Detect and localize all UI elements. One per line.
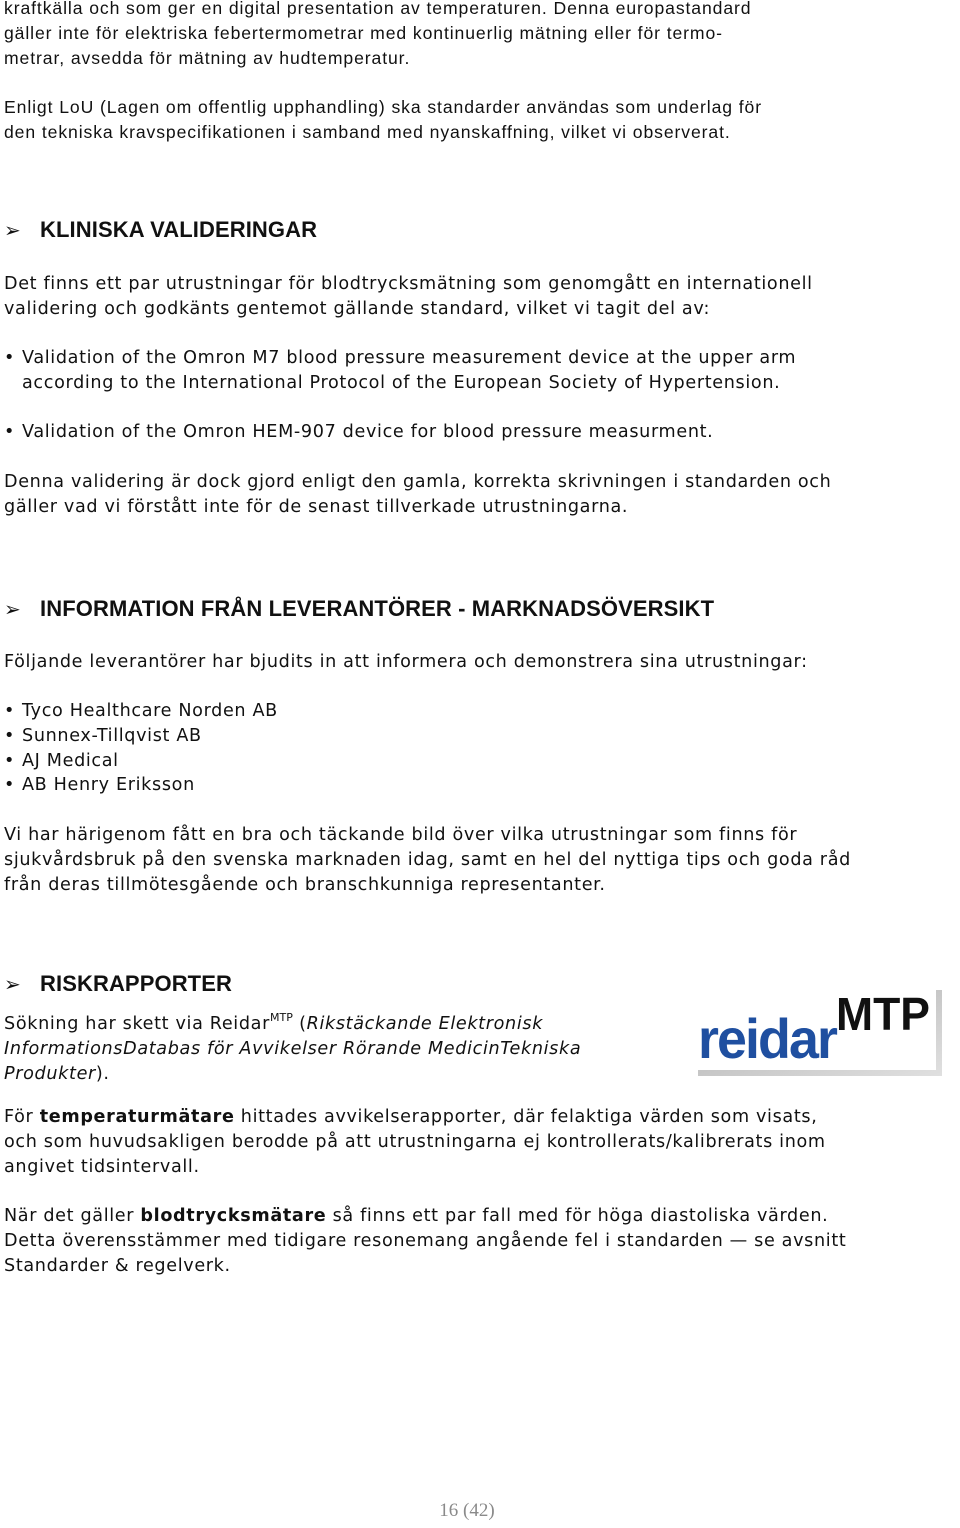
bullet-icon: • (4, 750, 16, 771)
kliniska-outro: Denna validering är dock gjord enligt den gamla, korrekta skrivningen i standarden och gäller vad vi förstått inte för de senast tillverkade utrustningarna. (4, 472, 832, 517)
kliniska-intro: Det finns ett par utrustningar för blodtrycksmätning som genomgått en internationell validering och godkänts gentemot gällande standard, vilket vi tagit del av: (4, 274, 813, 319)
validation-list (4, 346, 924, 445)
list-item: • AB Henry Eriksson (4, 773, 924, 798)
supplier-list (4, 699, 924, 798)
list-item: • Sunnex-Tillqvist AB (4, 724, 924, 749)
arrow-bullet-icon: ➢ (4, 220, 21, 242)
risk-bloodpressure-paragraph: När det gäller blodtrycksmätare så finns ett par fall med för höga diastoliska värden. Detta överensstämmer med tidigare resonemang angående fel i standarden — se avsnitt Standarder & regelverk. (4, 1206, 847, 1276)
section-heading-kliniska: ➢ KLINISKA VALIDERINGAR (4, 216, 317, 245)
bullet-icon: • (4, 725, 16, 746)
section-heading-information: ➢ INFORMATION FRÅN LEVERANTÖRER - MARKNADSÖVERSIKT (4, 595, 714, 624)
section-heading-risk: ➢ RISKRAPPORTER (4, 970, 232, 999)
bullet-icon: • (4, 422, 16, 443)
logo-text-sup: MTP (836, 988, 930, 1040)
logo-text-main: reidar (698, 1007, 838, 1070)
bullet-icon: • (4, 775, 16, 796)
arrow-bullet-icon: ➢ (4, 599, 21, 621)
bullet-icon: • (4, 348, 16, 368)
intro-paragraph-1: kraftkälla och som ger en digital presentation av temperaturen. Denna europastandard gäller inte för elektriska febertermometrar med kontinuerlig mätning eller för termo- metrar, avsedda för mätning av hudtemperatur. (4, 0, 752, 68)
risk-search-paragraph: Sökning har skett via Reidar$^{MTP}$ (Rikstäckande Elektronisk InformationsDatabas för Avvikelser Rörande MedicinTekniska Produkter). (4, 1011, 582, 1084)
information-outro: Vi har härigenom fått en bra och täckande bild över vilka utrustningar som finns för sjukvårdsbruk på den svenska marknaden idag, samt en hel del nyttiga tips och goda råd från deras tillmötesgående och branschkunniga representanter. (4, 825, 851, 895)
page-number: 16 (42) (439, 1500, 495, 1521)
information-intro: Följande leverantörer har bjudits in att informera och demonstrera sina utrustningar: (4, 652, 808, 672)
intro-paragraph-2: Enligt LoU (Lagen om offentlig upphandling) ska standarder användas som underlag för den tekniska kravspecifikationen i samband med nyanskaffning, vilket vi observerat. (4, 97, 762, 142)
list-item: • Tyco Healthcare Norden AB (4, 699, 924, 724)
list-item: • Validation of the Omron HEM-907 device for blood pressure measurment. (4, 420, 924, 445)
arrow-bullet-icon: ➢ (4, 974, 21, 996)
list-item: • Validation of the Omron M7 blood pressure measurement device at the upper arm according to the International Protocol of the European Society of Hypertension. (4, 348, 797, 393)
risk-temperature-paragraph: För temperaturmätare hittades avvikelserapporter, där felaktiga värden som visats, och som huvudsakligen berodde på att utrustningarna ej kontrollerats/kalibrerats inom angivet tidsintervall. (4, 1107, 826, 1177)
list-item: • AJ Medical (4, 749, 924, 774)
bullet-icon: • (4, 701, 16, 721)
reidar-mtp-logo (690, 980, 946, 1080)
